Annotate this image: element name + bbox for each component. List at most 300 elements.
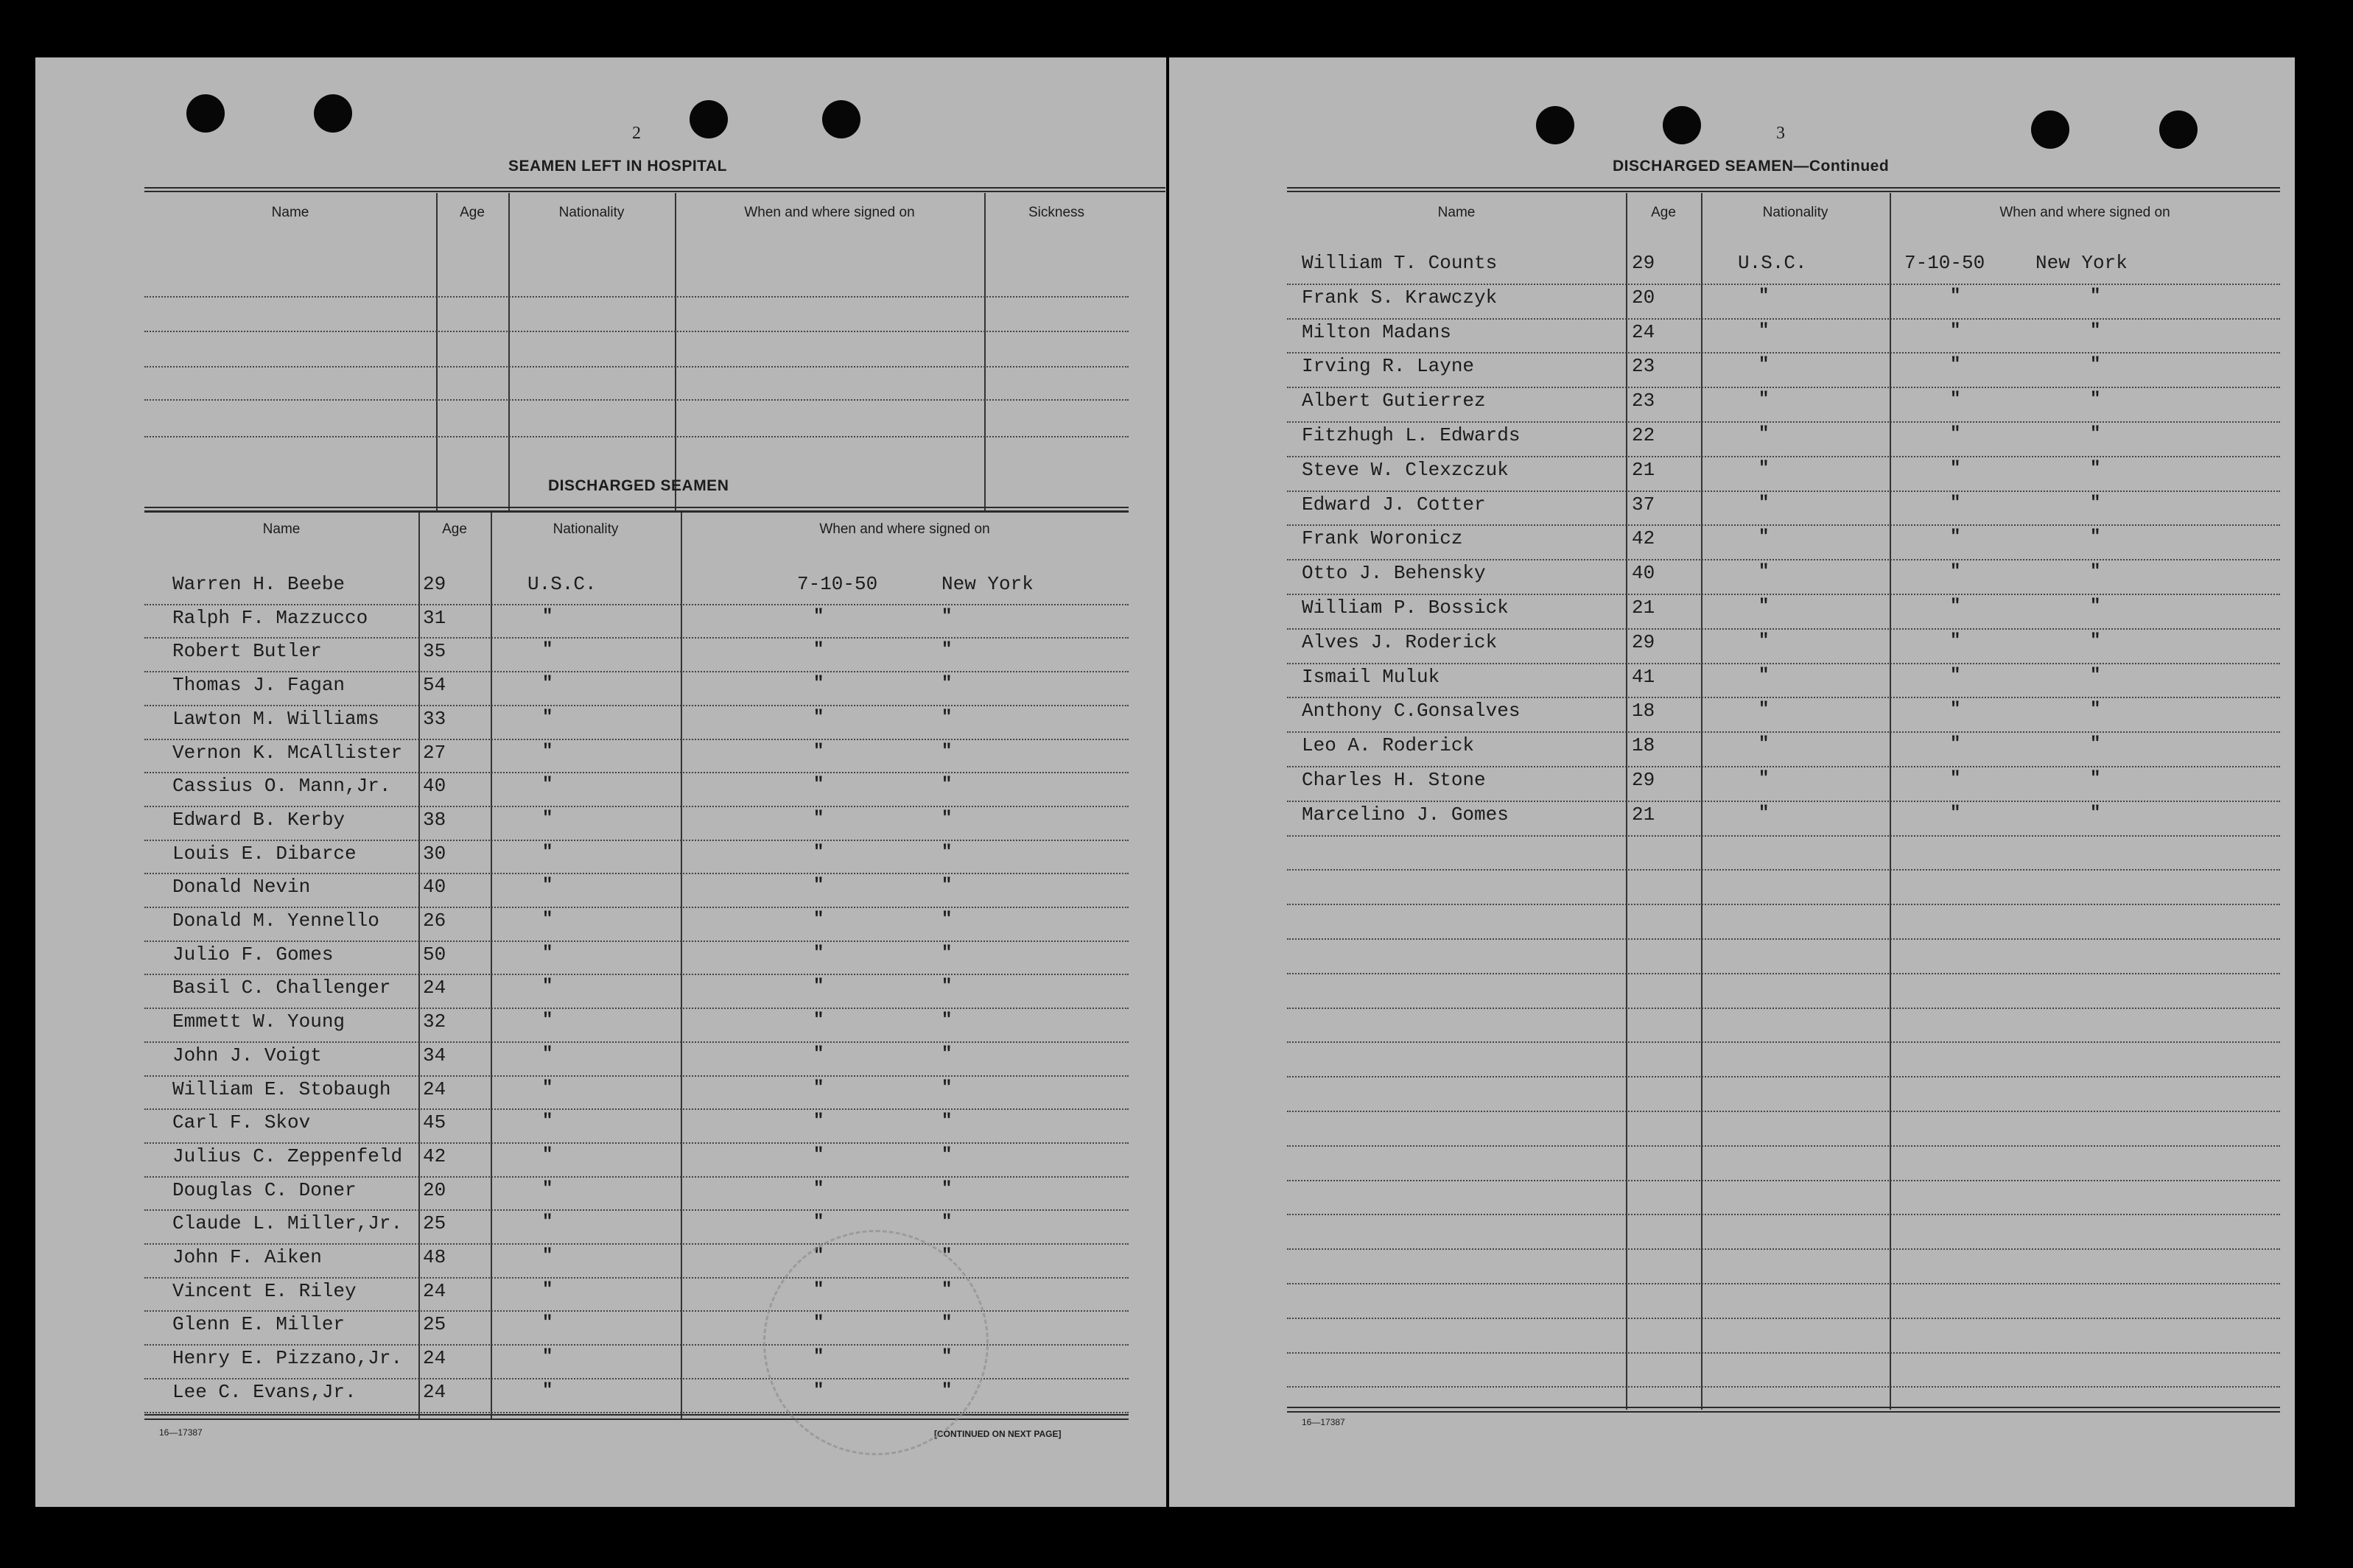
row-line — [144, 840, 1129, 841]
seaman-nationality: " — [542, 1111, 553, 1132]
seaman-name: Edward J. Cotter — [1302, 493, 1486, 516]
signed-on-place: " — [2090, 700, 2101, 720]
seaman-age: 29 — [423, 573, 446, 595]
seaman-age: 50 — [423, 943, 446, 966]
signed-on-place: " — [941, 943, 953, 963]
signed-on-place: " — [941, 1246, 953, 1266]
row-line — [144, 907, 1129, 908]
signed-on-place: " — [941, 876, 953, 896]
row-line — [144, 873, 1129, 874]
signed-on-place: " — [941, 1380, 953, 1401]
seaman-name: Warren H. Beebe — [172, 573, 346, 595]
seaman-age: 22 — [1632, 424, 1655, 446]
row-line — [1287, 318, 2280, 320]
seaman-name: Cassius O. Mann,Jr. — [172, 775, 391, 798]
seaman-name: Donald Nevin — [172, 876, 311, 899]
seaman-age: 29 — [1632, 252, 1655, 274]
signed-on-place: " — [2090, 493, 2101, 513]
hospital-section-title: SEAMEN LEFT IN HOSPITAL — [508, 158, 727, 175]
seaman-age: 25 — [423, 1212, 446, 1235]
signed-on-place: " — [941, 1347, 953, 1368]
signed-on-place: " — [941, 1178, 953, 1199]
seaman-age: 30 — [423, 842, 446, 865]
row-line — [1287, 731, 2280, 733]
signed-on-place: " — [941, 606, 953, 627]
signed-on-place: " — [2090, 390, 2101, 410]
seaman-name: Frank Woronicz — [1302, 527, 1463, 550]
binder-hole — [690, 100, 728, 138]
row-line — [1287, 594, 2280, 595]
seaman-nationality: " — [542, 1279, 553, 1300]
seaman-name: Thomas J. Fagan — [172, 674, 346, 697]
discharged-section-title: DISCHARGED SEAMEN — [548, 477, 729, 494]
signed-on-date: " — [813, 674, 824, 695]
seaman-age: 20 — [1632, 286, 1655, 309]
seaman-nationality: " — [542, 1044, 553, 1064]
signed-on-date: " — [1950, 665, 1961, 686]
signed-on-date: " — [813, 808, 824, 829]
empty-row-line — [1287, 869, 2280, 871]
form-number: 16—17387 — [1302, 1417, 1345, 1427]
signed-on-place: " — [2090, 769, 2101, 789]
signed-on-place: " — [2090, 597, 2101, 616]
binder-hole — [314, 94, 352, 133]
signed-on-date: " — [813, 876, 824, 896]
signed-on-date: " — [813, 707, 824, 728]
empty-row-line — [1287, 1283, 2280, 1284]
seaman-age: 40 — [423, 876, 446, 899]
row-line — [1287, 801, 2280, 802]
seaman-age: 29 — [1632, 630, 1655, 653]
header-nationality: Nationality — [1762, 205, 1828, 220]
signed-on-date: " — [813, 1313, 824, 1334]
seaman-name: Milton Madans — [1302, 320, 1451, 343]
empty-row-line — [1287, 1180, 2280, 1181]
left-page — [35, 57, 1166, 1507]
seaman-age: 24 — [423, 1380, 446, 1403]
seaman-name: Julio F. Gomes — [172, 943, 334, 966]
seaman-age: 40 — [1632, 562, 1655, 585]
header-nationality: Nationality — [553, 521, 619, 537]
signed-on-date: " — [813, 1347, 824, 1368]
signed-on-date: " — [813, 1380, 824, 1401]
row-line — [1287, 491, 2280, 492]
continued-note: [CONTINUED ON NEXT PAGE] — [934, 1429, 1062, 1439]
signed-on-place: " — [941, 1044, 953, 1064]
seaman-nationality: " — [1758, 630, 1770, 651]
row-line — [144, 1041, 1129, 1043]
row-line — [1287, 559, 2280, 560]
signed-on-place: " — [941, 1313, 953, 1334]
signed-on-date: " — [813, 741, 824, 762]
header-sickness: Sickness — [1028, 205, 1085, 220]
seaman-age: 21 — [1632, 803, 1655, 826]
signed-on-place: " — [2090, 286, 2101, 306]
seaman-nationality: " — [1758, 734, 1770, 755]
binder-hole — [1663, 106, 1701, 144]
seaman-name: Steve W. Clexzczuk — [1302, 458, 1509, 481]
seaman-name: Otto J. Behensky — [1302, 562, 1486, 585]
row-line — [1287, 456, 2280, 457]
seaman-name: Frank S. Krawczyk — [1302, 286, 1498, 309]
row-line — [1287, 628, 2280, 630]
seaman-age: 18 — [1632, 734, 1655, 757]
seaman-name: Lawton M. Williams — [172, 707, 379, 730]
row-line — [144, 806, 1129, 807]
row-line — [1287, 421, 2280, 423]
row-line — [144, 772, 1129, 773]
seaman-nationality: " — [1758, 493, 1770, 513]
header-nationality: Nationality — [558, 205, 625, 220]
seaman-name: Henry E. Pizzano,Jr. — [172, 1347, 403, 1370]
seaman-name: Emmett W. Young — [172, 1010, 346, 1033]
seaman-nationality: U.S.C. — [527, 573, 597, 595]
header-signed-on: When and where signed on — [819, 521, 990, 537]
row-line — [144, 1176, 1129, 1178]
binder-hole — [186, 94, 225, 133]
signed-on-date: " — [1950, 527, 1961, 548]
signed-on-date: " — [813, 606, 824, 627]
seaman-nationality: " — [542, 842, 553, 862]
binder-hole — [2031, 110, 2069, 149]
empty-row-line — [1287, 904, 2280, 905]
seaman-name: Leo A. Roderick — [1302, 734, 1475, 757]
seaman-age: 41 — [1632, 665, 1655, 688]
seaman-nationality: " — [542, 1380, 553, 1401]
signed-on-date: " — [813, 1246, 824, 1266]
seaman-name: Douglas C. Doner — [172, 1178, 357, 1201]
signed-on-date: " — [813, 1279, 824, 1300]
signed-on-place: " — [941, 775, 953, 795]
seaman-nationality: " — [542, 1077, 553, 1098]
seaman-age: 42 — [423, 1145, 446, 1167]
signed-on-date: " — [1950, 458, 1961, 479]
seaman-age: 21 — [1632, 458, 1655, 481]
row-line — [144, 1277, 1129, 1279]
seaman-name: William T. Counts — [1302, 252, 1498, 274]
seaman-nationality: " — [542, 640, 553, 661]
seaman-age: 18 — [1632, 700, 1655, 723]
seaman-name: John F. Aiken — [172, 1246, 322, 1268]
signed-on-date: " — [813, 910, 824, 929]
signed-on-date: " — [813, 1010, 824, 1031]
binder-hole — [1536, 106, 1574, 144]
seaman-age: 32 — [423, 1010, 446, 1033]
row-line — [1287, 387, 2280, 388]
signed-on-date: " — [813, 1145, 824, 1165]
row-line — [1287, 766, 2280, 767]
empty-row-line — [1287, 938, 2280, 940]
row-line — [144, 941, 1129, 942]
seaman-age: 42 — [1632, 527, 1655, 550]
seaman-nationality: U.S.C. — [1738, 252, 1807, 274]
signed-on-place: " — [2090, 734, 2101, 755]
signed-on-place: " — [941, 1212, 953, 1233]
signed-on-place: " — [2090, 665, 2101, 686]
signed-on-date: " — [813, 842, 824, 862]
seaman-nationality: " — [542, 741, 553, 762]
seaman-name: Vincent E. Riley — [172, 1279, 357, 1302]
seaman-nationality: " — [1758, 597, 1770, 616]
seaman-name: Ralph F. Mazzucco — [172, 606, 368, 629]
faded-stamp — [763, 1230, 989, 1455]
row-line — [144, 974, 1129, 975]
seaman-nationality: " — [542, 808, 553, 829]
seaman-name: Claude L. Miller,Jr. — [172, 1212, 403, 1235]
row-line — [144, 739, 1129, 740]
signed-on-date: " — [1950, 630, 1961, 651]
signed-on-date: " — [813, 1044, 824, 1064]
seaman-nationality: " — [1758, 527, 1770, 548]
seaman-nationality: " — [542, 1347, 553, 1368]
seaman-age: 26 — [423, 910, 446, 932]
seaman-name: William P. Bossick — [1302, 597, 1509, 619]
row-line — [144, 671, 1129, 672]
form-number: 16—17387 — [159, 1427, 203, 1438]
signed-on-place: " — [941, 1077, 953, 1098]
row-line — [144, 1108, 1129, 1110]
signed-on-place: " — [941, 707, 953, 728]
empty-row-line — [1287, 1214, 2280, 1215]
seaman-name: Albert Gutierrez — [1302, 390, 1486, 412]
seaman-nationality: " — [542, 1145, 553, 1165]
header-name: Name — [271, 205, 309, 220]
seaman-name: Lee C. Evans,Jr. — [172, 1380, 357, 1403]
seaman-nationality: " — [542, 1010, 553, 1031]
row-line — [144, 1412, 1129, 1413]
page-number: 2 — [632, 124, 641, 143]
hospital-table — [144, 187, 1165, 513]
header-signed-on: When and where signed on — [1999, 205, 2170, 220]
empty-row-line — [1287, 1008, 2280, 1009]
signed-on-date: " — [1950, 803, 1961, 823]
seaman-name: Ismail Muluk — [1302, 665, 1440, 688]
row-line — [144, 1243, 1129, 1245]
seaman-nationality: " — [542, 1313, 553, 1334]
row-line — [1287, 284, 2280, 285]
binder-hole — [2159, 110, 2198, 149]
seaman-nationality: " — [542, 606, 553, 627]
signed-on-date: " — [1950, 355, 1961, 376]
empty-row-line — [1287, 1041, 2280, 1043]
signed-on-date: " — [813, 1111, 824, 1132]
signed-on-place: " — [941, 808, 953, 829]
signed-on-place: " — [2090, 458, 2101, 479]
seaman-nationality: " — [1758, 803, 1770, 823]
signed-on-place: " — [941, 842, 953, 862]
seaman-age: 34 — [423, 1044, 446, 1066]
seaman-age: 24 — [423, 1279, 446, 1302]
seaman-nationality: " — [542, 707, 553, 728]
row-line — [144, 1075, 1129, 1077]
signed-on-place: " — [941, 1010, 953, 1031]
empty-row-line — [1287, 1111, 2280, 1112]
seaman-age: 24 — [423, 1077, 446, 1100]
row-line — [144, 1142, 1129, 1144]
seaman-nationality: " — [542, 977, 553, 997]
seaman-name: Louis E. Dibarce — [172, 842, 357, 865]
signed-on-date: " — [1950, 562, 1961, 583]
seaman-age: 35 — [423, 640, 446, 663]
seaman-nationality: " — [1758, 562, 1770, 583]
seaman-nationality: " — [542, 876, 553, 896]
seaman-nationality: " — [542, 674, 553, 695]
seaman-name: Donald M. Yennello — [172, 910, 379, 932]
signed-on-date: " — [813, 943, 824, 963]
signed-on-place: " — [2090, 527, 2101, 548]
signed-on-place: " — [941, 910, 953, 929]
seaman-age: 40 — [423, 775, 446, 798]
seaman-nationality: " — [1758, 424, 1770, 444]
signed-on-place: " — [2090, 320, 2101, 341]
seaman-name: Irving R. Layne — [1302, 355, 1475, 378]
row-line — [1287, 697, 2280, 698]
discharged-seamen-continued-table — [1287, 187, 2295, 1469]
continued-section-title: DISCHARGED SEAMEN—Continued — [1613, 158, 1890, 175]
seaman-name: Vernon K. McAllister — [172, 741, 403, 764]
empty-row-line — [1287, 1248, 2280, 1250]
signed-on-date: " — [1950, 769, 1961, 789]
seaman-nationality: " — [542, 1178, 553, 1199]
signed-on-place: " — [2090, 630, 2101, 651]
row-line — [1287, 352, 2280, 354]
seaman-name: Marcelino J. Gomes — [1302, 803, 1509, 826]
seaman-age: 24 — [423, 1347, 446, 1370]
seaman-nationality: " — [1758, 458, 1770, 479]
seaman-age: 23 — [1632, 390, 1655, 412]
seaman-age: 25 — [423, 1313, 446, 1336]
signed-on-date: " — [1950, 286, 1961, 306]
row-line — [1287, 835, 2280, 837]
signed-on-place: " — [2090, 355, 2101, 376]
signed-on-place: " — [941, 1145, 953, 1165]
row-line — [144, 604, 1129, 605]
seaman-nationality: " — [1758, 769, 1770, 789]
signed-on-date: " — [813, 640, 824, 661]
seaman-name: Robert Butler — [172, 640, 322, 663]
empty-row-line — [1287, 1145, 2280, 1147]
row-line — [144, 1008, 1129, 1009]
seaman-nationality: " — [542, 1246, 553, 1266]
signed-on-date: " — [1950, 320, 1961, 341]
header-age: Age — [1651, 205, 1676, 220]
signed-on-place: " — [2090, 424, 2101, 444]
signed-on-date: " — [1950, 493, 1961, 513]
empty-row-line — [1287, 1076, 2280, 1077]
signed-on-place: " — [941, 977, 953, 997]
page-number: 3 — [1776, 124, 1785, 143]
seaman-nationality: " — [542, 1212, 553, 1233]
seaman-name: Glenn E. Miller — [172, 1313, 346, 1336]
seaman-name: John J. Voigt — [172, 1044, 322, 1066]
header-name: Name — [1437, 205, 1476, 220]
seaman-name: Carl F. Skov — [172, 1111, 311, 1134]
seaman-age: 38 — [423, 808, 446, 831]
empty-row-line — [1287, 1318, 2280, 1319]
signed-on-date: " — [813, 775, 824, 795]
header-signed-on: When and where signed on — [744, 205, 915, 220]
row-line — [1287, 663, 2280, 664]
empty-row-line — [1287, 1386, 2280, 1388]
seaman-nationality: " — [1758, 700, 1770, 720]
signed-on-date: 7-10-50 — [797, 573, 878, 595]
header-age: Age — [442, 521, 467, 537]
right-page — [1169, 57, 2295, 1507]
seaman-age: 54 — [423, 674, 446, 697]
seaman-age: 37 — [1632, 493, 1655, 516]
signed-on-place: " — [941, 674, 953, 695]
seaman-age: 21 — [1632, 597, 1655, 619]
seaman-name: Julius C. Zeppenfeld — [172, 1145, 403, 1167]
seaman-age: 45 — [423, 1111, 446, 1134]
signed-on-place: " — [2090, 803, 2101, 823]
signed-on-date: " — [813, 1077, 824, 1098]
empty-row-line — [1287, 1352, 2280, 1354]
signed-on-place: " — [941, 1111, 953, 1132]
binder-hole — [822, 100, 860, 138]
signed-on-place: " — [941, 741, 953, 762]
empty-row-line — [1287, 973, 2280, 974]
seaman-name: Edward B. Kerby — [172, 808, 346, 831]
seaman-nationality: " — [542, 775, 553, 795]
seaman-nationality: " — [1758, 355, 1770, 376]
seaman-name: Anthony C.Gonsalves — [1302, 700, 1521, 723]
signed-on-date: " — [813, 1212, 824, 1233]
seaman-age: 48 — [423, 1246, 446, 1268]
seaman-age: 24 — [1632, 320, 1655, 343]
signed-on-date: " — [813, 1178, 824, 1199]
signed-on-date: " — [1950, 700, 1961, 720]
seaman-age: 31 — [423, 606, 446, 629]
seaman-age: 24 — [423, 977, 446, 999]
signed-on-place: New York — [941, 573, 1034, 595]
seaman-nationality: " — [1758, 390, 1770, 410]
signed-on-place: " — [2090, 562, 2101, 583]
seaman-nationality: " — [1758, 286, 1770, 306]
row-line — [144, 1209, 1129, 1211]
signed-on-place: " — [941, 1279, 953, 1300]
seaman-name: William E. Stobaugh — [172, 1077, 391, 1100]
signed-on-date: " — [1950, 734, 1961, 755]
seaman-nationality: " — [542, 910, 553, 929]
signed-on-place: New York — [2035, 252, 2128, 274]
seaman-age: 20 — [423, 1178, 446, 1201]
seaman-nationality: " — [1758, 665, 1770, 686]
seaman-age: 23 — [1632, 355, 1655, 378]
seaman-nationality: " — [1758, 320, 1770, 341]
header-name: Name — [262, 521, 301, 537]
signed-on-date: 7-10-50 — [1904, 252, 1985, 274]
row-line — [144, 705, 1129, 706]
seaman-name: Fitzhugh L. Edwards — [1302, 424, 1521, 446]
seaman-age: 33 — [423, 707, 446, 730]
discharged-seamen-table — [144, 507, 1165, 1420]
signed-on-date: " — [1950, 424, 1961, 444]
seaman-name: Charles H. Stone — [1302, 769, 1486, 791]
seaman-nationality: " — [542, 943, 553, 963]
signed-on-place: " — [941, 640, 953, 661]
seaman-age: 29 — [1632, 769, 1655, 791]
row-line — [144, 637, 1129, 639]
seaman-age: 27 — [423, 741, 446, 764]
seaman-name: Basil C. Challenger — [172, 977, 391, 999]
seaman-name: Alves J. Roderick — [1302, 630, 1498, 653]
signed-on-date: " — [1950, 390, 1961, 410]
row-line — [1287, 524, 2280, 526]
signed-on-date: " — [1950, 597, 1961, 616]
header-age: Age — [460, 205, 485, 220]
signed-on-date: " — [813, 977, 824, 997]
